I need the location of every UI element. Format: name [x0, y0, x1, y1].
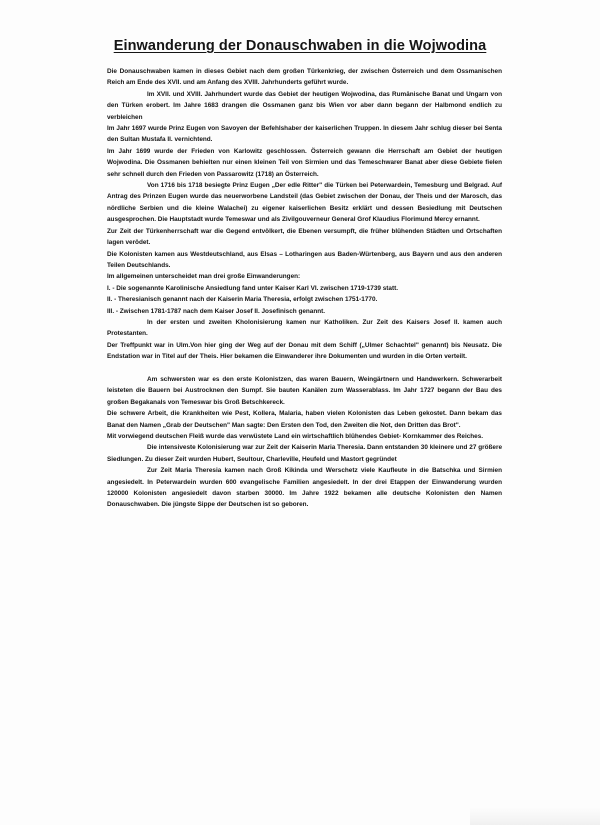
paragraph: Im allgemeinen unterscheidet man drei große Einwanderungen:	[107, 273, 301, 281]
list-item: III. - Zwischen 1781-1787 nach dem Kaiser Josef II. Josefinisch genannt.	[107, 307, 326, 315]
paragraph: Die schwere Arbeit, die Krankheiten wie Pest, Kollera, Malaria, haben vielen Kolonisten das Leben gekostet. Dann bekam das Banat den Namen „Grab der Deutschen" Man sagte: Den Ersten den Tod, den Zweiten die Not, den Dritten das Brot".	[107, 410, 502, 429]
list-item: I. - Die sogenannte Karolinische Ansiedlung fand unter Kaiser Karl VI. zwischen 1719-1739 statt.	[107, 284, 398, 292]
list-item: II. - Theresianisch genannt nach der Kaiserin Maria Theresia, erfolgt zwischen 1751-1770.	[107, 296, 378, 304]
paragraph: Die intensiveste Kolonisierung war zur Zeit der Kaiserin Maria Theresia. Dann entstanden 30 kleinere und 27 größere Siedlungen. Zu dieser Zeit wurden Hubert, Seultour, Charleville, Heufeld und Mastort gegründet	[107, 444, 502, 463]
paragraph: Am schwersten war es den erste Kolonistzen, das waren Bauern, Weingärtnern und Handwerkern. Schwerarbeit leisteten die Bauern bei Austrocknen den Sumpf. Sie bauten Kanälen zum Wasserablass. Im Jahr 1727 begann der Bau des großen Begakanals von Temeswar bis Groß Betschkereck.	[107, 375, 502, 406]
paragraph: In der ersten und zweiten Kholonisierung kamen nur Katholiken. Zur Zeit des Kaisers Josef II. kamen auch Protestanten.	[107, 318, 502, 338]
paragraph: Die Donauschwaben kamen in dieses Gebiet nach dem großen Türkenkrieg, der zwischen Österreich und dem Ossmanischen Reich am Ende des XVII. und am Anfang des XVIII. Jahrhunderts geführt wurde.	[107, 68, 502, 87]
paragraph: Im Jahr 1697 wurde Prinz Eugen von Savoyen der Befehlshaber der kaiserlichen Truppen. In diesem Jahr schlug dieser bei Senta den Sultan Mustafa II. vernichtend.	[107, 125, 502, 144]
paragraph: Zur Zeit Maria Theresia kamen nach Groß Kikinda und Werschetz viele Kaufleute in die Batschka und Sirmien angesiedelt. In Peterwardein wurden 600 evangelische Familien angesiedelt. In der drei Etappen der Einwanderung wurden 120000 Kolonisten angesiedelt davon starben 30000. Im Jahre 1922 bekamen alle deutsche Kolonisten den Namen Donauschwaben. Die jüngste Sippe der Deutschen ist so geboren.	[107, 467, 502, 509]
paragraph: Von 1716 bis 1718 besiegte Prinz Eugen „Der edle Ritter" die Türken bei Peterwardein, Temesburg und Belgrad. Auf Antrag des Prinzen Eugen wurde das neuerworbene Landsteil (das Gebiet zwischen der Donau, der Theis und der Marosch, das nördliche Serbien und die kleine Walachei) zu eigener kaiserlichen Besitz erklärt und dessen Besiedlung mit Deutschen ausgesprochen. Die Hauptstadt wurde Temeswar und als Zivilgouverneur General Grof Klaudius Florimund Mercy ernannt.	[107, 182, 502, 224]
document-body	[107, 66, 502, 511]
paragraph: Im XVII. und XVIII. Jahrhundert wurde das Gebiet der heutigen Wojwodina, das Rumänische Banat und Ungarn von den Türken erobert. Im Jahre 1683 drangen die Ossmanen ganz bis Wien vor aber dann begann der Halbmond endlich zu verbleichen	[107, 90, 502, 121]
scan-shadow	[470, 807, 600, 825]
paragraph: Der Treffpunkt war in Ulm.Von hier ging der Weg auf der Donau mit dem Schiff („Ulmer Schachtel" genannt) bis Neusatz. Die Endstation war in Titel auf der Theis. Hier bekamen die Einwanderer ihre Dokumenten und wurden in die Orten verteilt.	[107, 341, 502, 361]
paragraph: Zur Zeit der Türkenherrschaft war die Gegend entvölkert, die Ebenen versumpft, die früher blühenden Städten und Ortschaften lagen verödet.	[107, 227, 502, 247]
paragraph: Die Kolonisten kamen aus Westdeutschland, aus Elsas – Lotharingen aus Baden-Würtenberg, aus Bayern und aus den anderen Teilen Deutschlands.	[107, 250, 502, 269]
page-title: Einwanderung der Donauschwaben in die Wojwodina	[113, 38, 487, 54]
paragraph: Mit vorwiegend deutschen Fleiß wurde das verwüstete Land ein wirtschaftlich blühendes Gebiet- Kornkammer des Reiches.	[107, 432, 484, 440]
paragraph: Im Jahr 1699 wurde der Frieden von Karlowitz geschlossen. Österreich gewann die Herrschaft am Gebiet der heutigen Wojwodina. Die Ossmanen behielten nur einen kleinen Teil von Sirmien und das Temeschwarer Banat aber diese Gebiete fielen sehr schnell durch den Frieden von Passarowitz (1718) an Österreich.	[107, 147, 502, 178]
